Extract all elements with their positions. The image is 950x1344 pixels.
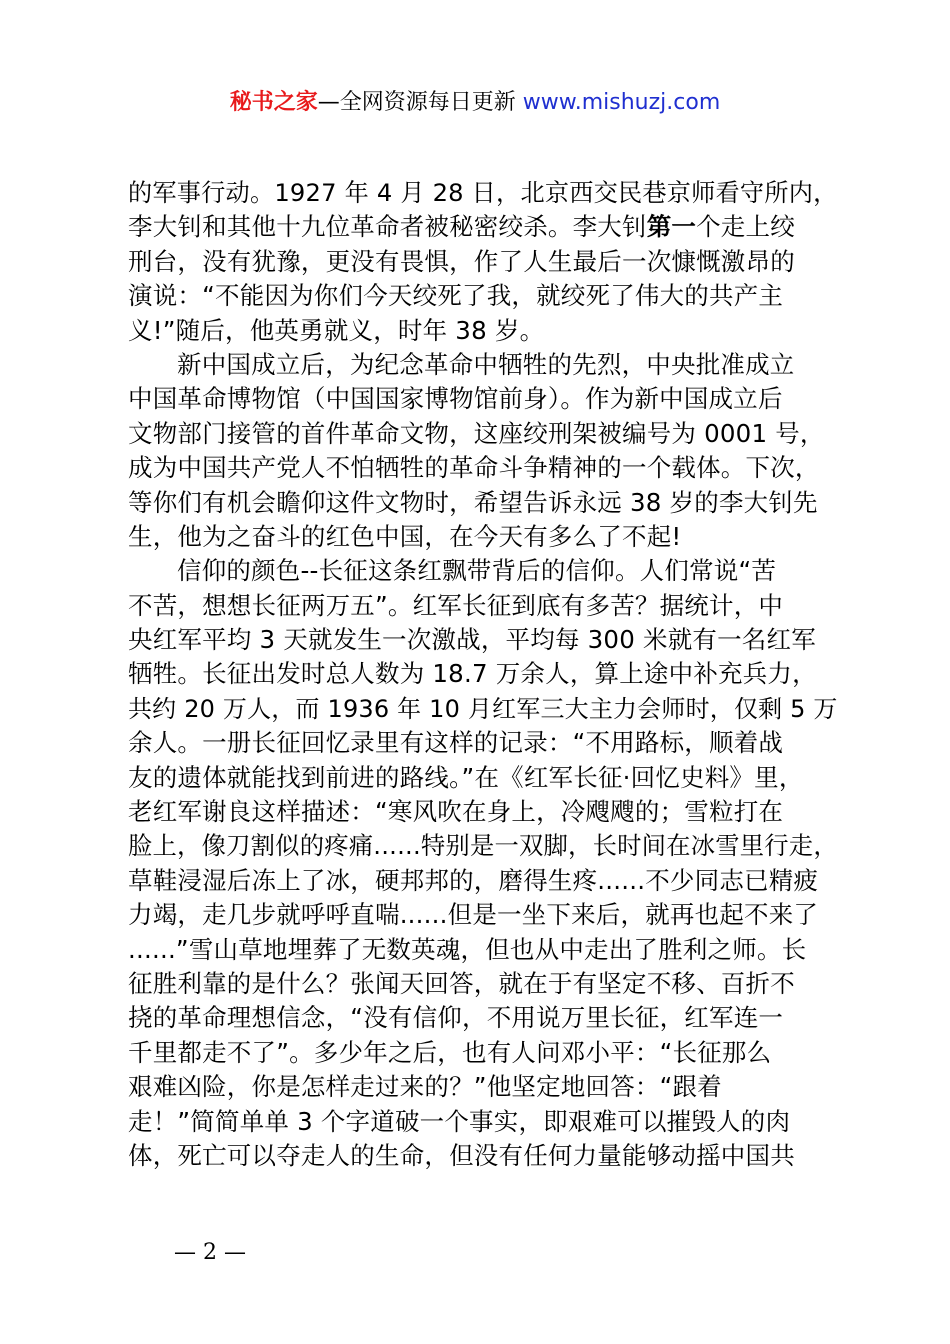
text-line: 的军事行动。1927 年 4 月 28 日，北京西交民巷京师看守所内， — [128, 179, 838, 207]
text-line: ......”雪山草地埋葬了无数英魂，但也从中走出了胜利之师。长 — [128, 934, 807, 964]
text-line: 新中国成立后，为纪念革命中牺牲的先烈，中央批准成立 — [177, 349, 795, 379]
text-line — [128, 210, 838, 244]
text-line: 力竭，走几步就呼呼直喘......但是一坐下来后，就再也起不来了 — [128, 900, 819, 930]
text-line: 老红军谢良这样描述：“寒风吹在身上，冷飕飕的；雪粒打在 — [128, 797, 784, 827]
text-line: 成为中国共产党人不怕牺牲的革命斗争精神的一个载体。下次， — [128, 453, 820, 483]
paragraph-2 — [128, 348, 838, 554]
text-line: 余人。一册长征回忆录里有这样的记录：“不用路标，顺着战 — [128, 728, 784, 758]
site-url-link[interactable]: www.mishuzj.com — [522, 90, 721, 115]
paragraph-3 — [128, 554, 838, 1173]
text-line: 艰难凶险，你是怎样走过来的？”他坚定地回答：“跟着 — [128, 1072, 722, 1102]
text-line: 脸上，像刀割似的疼痛......特别是一双脚，长时间在冰雪里行走， — [128, 831, 838, 861]
document-body — [128, 176, 838, 1173]
text-line: 文物部门接管的首件革命文物，这座绞刑架被编号为 0001 号， — [128, 418, 825, 448]
text-line: 千里都走不了”。多少年之后，也有人问邓小平：“长征那么 — [128, 1037, 772, 1067]
text-line: 共约 20 万人，而 1936 年 10 月红军三大主力会师时，仅剩 5 万 — [128, 694, 838, 723]
site-name: 秘书之家 — [229, 90, 318, 115]
text-line: 中国革命博物馆（中国国家博物馆前身）。作为新中国成立后 — [128, 384, 783, 414]
page-header — [0, 88, 950, 118]
text-line: 挠的革命理想信念，“没有信仰，不用说万里长征，红军连一 — [128, 1003, 784, 1033]
page-number: — 2 — — [174, 1240, 246, 1265]
text-line: 央红军平均 3 天就发生一次激战，平均每 300 米就有一名红军 — [128, 625, 816, 655]
text-line: 征胜利靠的是什么？张闻天回答，就在于有坚定不移、百折不 — [128, 968, 795, 998]
text-line: 草鞋浸湿后冻上了冰，硬邦邦的，磨得生疼......不少同志已精疲 — [128, 865, 819, 895]
text-line: 不苦，想想长征两万五”。红军长征到底有多苦？据统计，中 — [128, 590, 784, 620]
text-line: 生，他为之奋斗的红色中国，在今天有多么了不起! — [128, 521, 682, 551]
text-line: 等你们有机会瞻仰这件文物时，希望告诉永远 38 岁的李大钊先 — [128, 487, 818, 517]
text-line: 体，死亡可以夺走人的生命，但没有任何力量能够动摇中国共 — [128, 1140, 795, 1170]
bold-word: 第一 — [646, 212, 697, 242]
text-line: 信仰的颜色--长征这条红飘带背后的信仰。人们常说“苦 — [177, 556, 777, 586]
text-line: 友的遗体就能找到前进的路线。”在《红军长征·回忆史料》里， — [128, 762, 804, 792]
text-line: 义!”随后，他英勇就义，时年 38 岁。 — [128, 315, 545, 345]
text-line: 演说：“不能因为你们今天绞死了我，就绞死了伟大的共产主 — [128, 281, 784, 311]
text-line: 走！”简简单单 3 个字道破一个事实，即艰难可以摧毁人的肉 — [128, 1106, 791, 1136]
text-line: 刑台，没有犹豫，更没有畏惧，作了人生最后一次慷慨激昂的 — [128, 246, 795, 276]
text-line: 牺牲。长征出发时总人数为 18.7 万余人，算上途中补充兵力， — [128, 659, 817, 689]
text-segment: 李大钊和其他十九位革命者被秘密绞杀。李大钊 — [128, 212, 647, 242]
header-tagline: —全网资源每日更新 — [317, 90, 523, 115]
text-segment: 个走上绞 — [696, 212, 795, 242]
paragraph-1 — [128, 176, 838, 348]
